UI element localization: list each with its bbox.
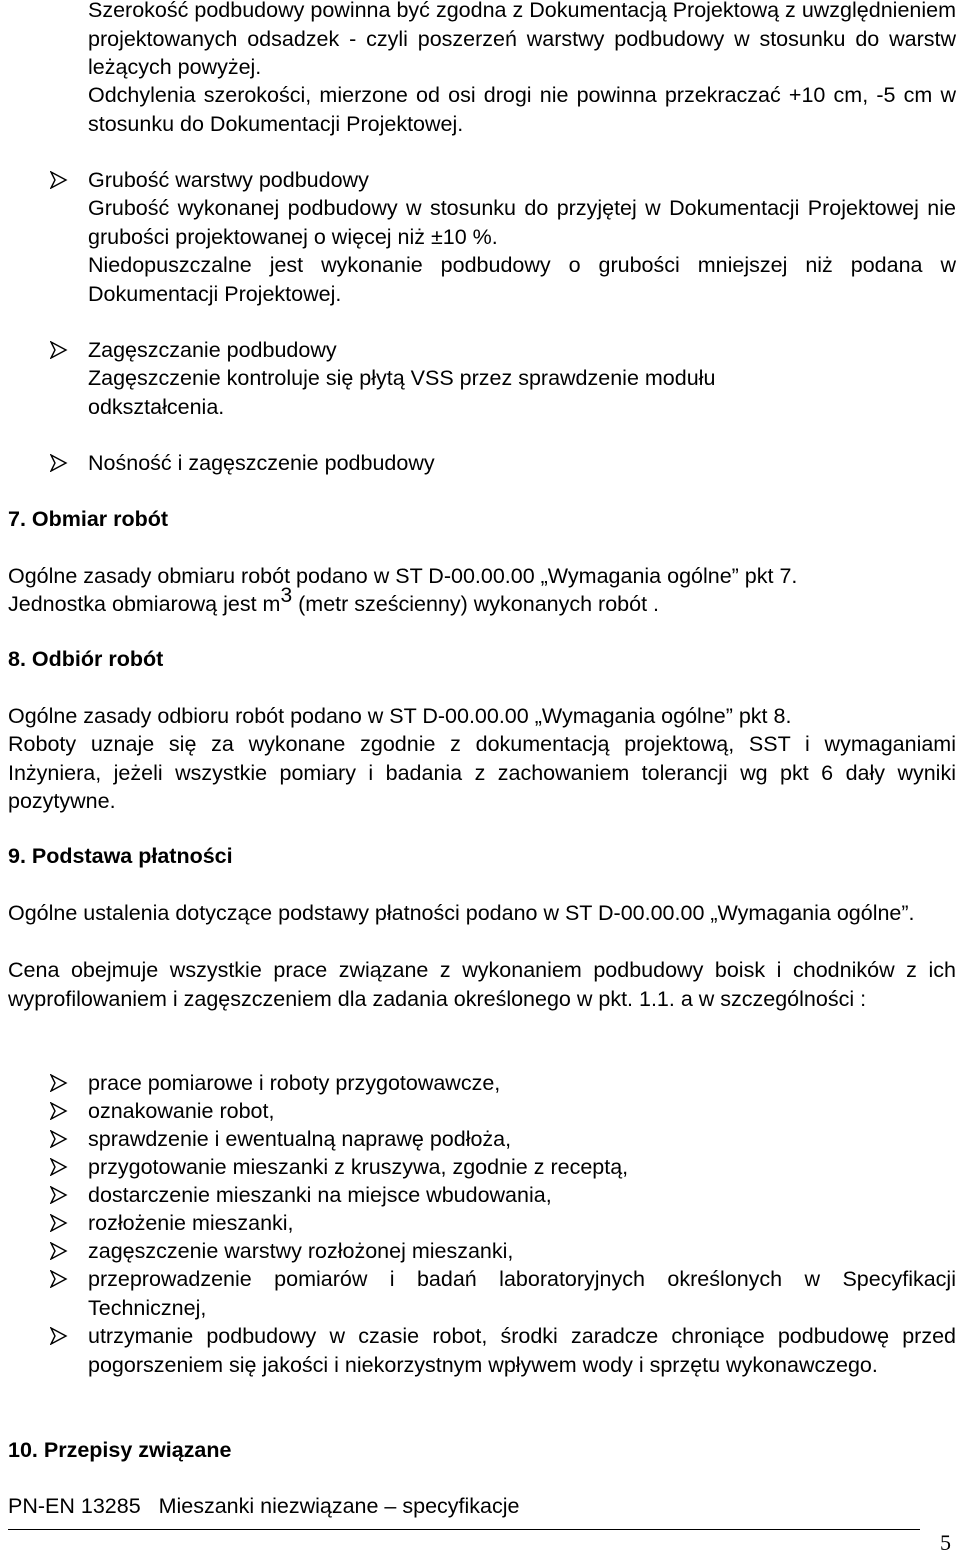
bullet-arrow-icon — [50, 1214, 68, 1232]
section-9-heading: 9. Podstawa płatności — [8, 844, 233, 868]
page-number: 5 — [940, 1530, 951, 1555]
section-10-reference: PN-EN 13285 Mieszanki niezwiązane – specyfikacje — [8, 1494, 520, 1518]
bullet-arrow-icon — [50, 1242, 68, 1260]
bullet-arrow-icon — [50, 1270, 68, 1288]
bullet-arrow-icon — [50, 1186, 68, 1204]
bullet-arrow-icon — [50, 1158, 68, 1176]
footer-rule — [8, 1529, 920, 1530]
width-tolerance-paragraph: Odchylenia szerokości, mierzone od osi drogi nie powinna przekraczać +10 cm, -5 cm w stosunku do Dokumentacji Projektowej. — [88, 83, 956, 136]
section-8-line-1: Ogólne zasady odbioru robót podano w ST D-00.00.00 „Wymagania ogólne” pkt 8. — [8, 704, 792, 728]
width-paragraph: Szerokość podbudowy powinna być zgodna z Dokumentacją Projektową z uwzględnieniem projektowanych odsadzek - czyli poszerzeń warstwy podbudowy w stosunku do warstw leżących powyżej. — [88, 0, 956, 79]
section-9-paragraph-1: Ogólne ustalenia dotyczące podstawy płatności podano w ST D-00.00.00 „Wymagania ogólne”. — [8, 901, 915, 925]
list-item: rozłożenie mieszanki, — [88, 1211, 294, 1235]
section-7-heading: 7. Obmiar robót — [8, 507, 169, 531]
list-item: prace pomiarowe i roboty przygotowawcze, — [88, 1071, 501, 1095]
list-item: utrzymanie podbudowy w czasie robot, środki zaradcze chroniące podbudowę przed pogorszeniem się jakości i niekorzystnym wpływem wody i sprzętu wykonawczego. — [88, 1324, 956, 1377]
bullet-arrow-icon — [50, 1130, 68, 1148]
section-8-paragraph: Roboty uznaje się za wykonane zgodnie z dokumentacją projektową, SST i wymaganiami Inżyniera, jeżeli wszystkie pomiary i badania z zachowaniem tolerancji wg pkt 6 dały wyniki pozytywne. — [8, 732, 956, 813]
bullet-arrow-icon — [50, 1327, 68, 1345]
list-item: przygotowanie mieszanki z kruszywa, zgodnie z receptą, — [88, 1155, 629, 1179]
compaction-title: Zagęszczanie podbudowy — [88, 338, 337, 362]
section-10-heading: 10. Przepisy związane — [8, 1438, 232, 1462]
list-item: zagęszczenie warstwy rozłożonej mieszanki, — [88, 1239, 514, 1263]
section-9-paragraph-2: Cena obejmuje wszystkie prace związane z wykonaniem podbudowy boisk i chodników z ich wyprofilowaniem i zagęszczeniem dla zadania określonego w pkt. 1.1. a w szczególności : — [8, 958, 956, 1011]
list-item: przeprowadzenie pomiarów i badań laboratoryjnych określonych w Specyfikacji Technicznej, — [88, 1267, 956, 1320]
bullet-arrow-icon — [50, 341, 68, 359]
thickness-paragraph-2: Niedopuszczalne jest wykonanie podbudowy o grubości mniejszej niż podana w Dokumentacji Projektowej. — [88, 253, 956, 306]
bullet-arrow-icon — [50, 454, 68, 472]
section-7-line-1: Ogólne zasady obmiaru robót podano w ST D-00.00.00 „Wymagania ogólne” pkt 7. — [8, 564, 798, 588]
bullet-arrow-icon — [50, 1102, 68, 1120]
list-item: oznakowanie robot, — [88, 1099, 275, 1123]
thickness-title: Grubość warstwy podbudowy — [88, 168, 369, 192]
section-7-line-2: Jednostka obmiarową jest m3 (metr sześcienny) wykonanych robót . — [8, 584, 659, 616]
bearing-title: Nośność i zagęszczenie podbudowy — [88, 451, 435, 475]
section-8-heading: 8. Odbiór robót — [8, 647, 164, 671]
list-item: sprawdzenie i ewentualną naprawę podłoża, — [88, 1127, 512, 1151]
thickness-paragraph-1: Grubość wykonanej podbudowy w stosunku do przyjętej w Dokumentacji Projektowej nie grubości projektowanej o więcej niż ±10 %. — [88, 196, 956, 249]
bullet-arrow-icon — [50, 1074, 68, 1092]
bullet-arrow-icon — [50, 171, 68, 189]
superscript: 3 — [280, 584, 293, 607]
compaction-paragraph: Zagęszczenie kontroluje się płytą VSS przez sprawdzenie modułu odkształcenia. — [88, 366, 716, 419]
list-item: dostarczenie mieszanki na miejsce wbudowania, — [88, 1183, 552, 1207]
